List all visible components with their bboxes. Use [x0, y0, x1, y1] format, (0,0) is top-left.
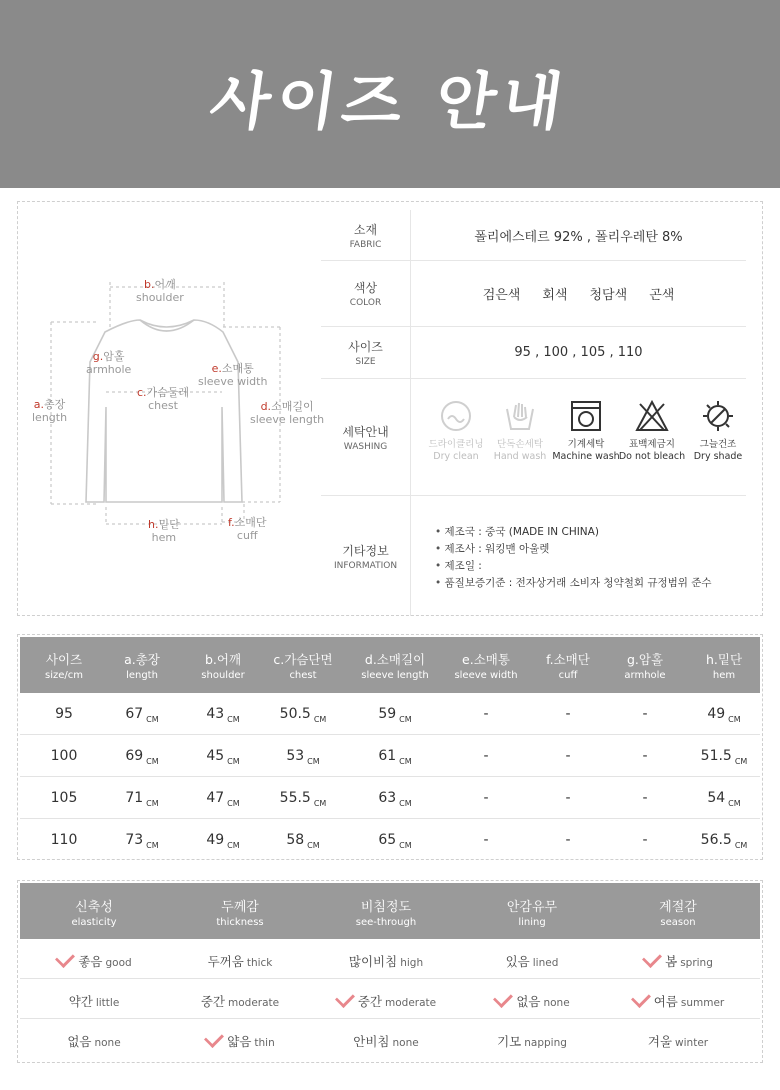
check-icon	[631, 988, 651, 1008]
table-cell: 73 $_{CM}$	[125, 832, 159, 850]
size-table-header	[20, 637, 760, 693]
size-value: 95 , 100 , 105 , 110	[514, 345, 643, 360]
info-row-color: 색상 COLOR 검은색 회색 청담색 곤색	[321, 261, 746, 327]
table-cell: -	[642, 748, 648, 764]
table-row	[20, 693, 760, 735]
table-row	[20, 777, 760, 819]
table-row	[20, 1019, 760, 1059]
size-table-header-cell: g.암홀 armhole	[624, 652, 666, 681]
attribute-header-cell: 안감유무 lining	[506, 900, 558, 928]
attribute-header-cell: 비침정도 see-through	[355, 900, 417, 928]
check-icon	[493, 988, 513, 1008]
table-cell: 51.5 $_{CM}$	[700, 748, 748, 766]
unit-label: CM	[307, 841, 320, 850]
unit-label: CM	[728, 799, 741, 808]
attribute-option: 약간 little	[68, 994, 120, 1009]
attribute-option: 겨울 winter	[647, 1034, 709, 1049]
info-row-fabric: 소재 FABRIC 폴리에스테르 92% , 폴리우레탄 8%	[321, 210, 746, 261]
garment-diagram	[18, 202, 325, 615]
table-cell: 71 $_{CM}$	[125, 790, 159, 808]
table-cell: 47 $_{CM}$	[206, 790, 240, 808]
wash-item: 기계세탁 Machine wash	[551, 399, 621, 463]
page-title: 사이즈 안내	[205, 65, 573, 138]
label-armhole: g.암홀 armhole	[86, 350, 132, 376]
product-info-box	[17, 201, 763, 616]
machine-wash-icon	[569, 399, 603, 433]
no-bleach-icon	[635, 399, 669, 433]
attribute-option: 좋음 good	[22, 952, 166, 970]
table-cell: 69 $_{CM}$	[125, 748, 159, 766]
table-cell: 58 $_{CM}$	[286, 832, 320, 850]
unit-label: CM	[313, 715, 327, 724]
table-cell: 50.5 $_{CM}$	[279, 706, 327, 724]
label-shoulder: b.어깨 shoulder	[136, 278, 184, 304]
table-cell: 65 $_{CM}$	[378, 832, 412, 850]
attribute-option: 두꺼움 thick	[207, 954, 273, 969]
unit-label: CM	[313, 799, 327, 808]
attribute-header-cell: 계절감 season	[659, 900, 697, 928]
attribute-option: 기모 napping	[497, 1034, 567, 1049]
list-item: • 제조사 : 워킹맨 아울렛	[435, 541, 712, 558]
attribute-option: 중간 moderate	[314, 992, 458, 1010]
size-table-header-cell: e.소매통 sleeve width	[454, 652, 518, 681]
table-cell: -	[565, 748, 571, 764]
label-sleeve-length: d.소매길이 sleeve length	[250, 400, 325, 426]
table-cell: 105	[50, 790, 78, 806]
table-cell: -	[565, 790, 571, 806]
attribute-option: 봄 spring	[606, 952, 750, 970]
color-values	[411, 261, 746, 326]
label-chest: c.가슴둘레 chest	[137, 386, 190, 412]
table-cell: -	[642, 706, 648, 722]
info-row-washing: 세탁안내 WASHING 드라이클리닝 Dry clean 단독손세탁 Hand wash 기계세탁 Machine wash 표백제금지 Do not bleach 그늘건조 Dry shade	[321, 379, 746, 496]
attribute-table	[17, 880, 763, 1063]
size-table-header-cell: d.소매길이 sleeve length	[361, 652, 429, 681]
wash-item: 드라이클리닝 Dry clean	[421, 399, 491, 463]
table-cell: 56.5 $_{CM}$	[700, 832, 748, 850]
attribute-header-cell: 두께감 thickness	[216, 900, 264, 928]
table-cell: 110	[50, 832, 78, 848]
unit-label: CM	[399, 757, 412, 766]
size-table	[17, 634, 763, 860]
label-cuff: f.소매단 cuff	[228, 516, 267, 542]
attribute-option: 안비침 none	[353, 1034, 419, 1049]
wash-item: 단독손세탁 Hand wash	[485, 399, 555, 463]
check-icon	[335, 988, 355, 1008]
unit-label: CM	[734, 841, 748, 850]
table-cell: 100	[50, 748, 78, 764]
table-cell: 55.5 $_{CM}$	[279, 790, 327, 808]
hand-wash-icon	[503, 399, 537, 433]
table-cell: 95	[55, 706, 73, 722]
check-icon	[55, 948, 75, 968]
info-row-etc: 기타정보 INFORMATION • 제조국 : 중국 (MADE IN CHINA) • 제조사 : 워킹맨 아울렛 • 제조일 : • 품질보증기준 : 전자상거래 소비자 청약철회 규정범위 준수	[321, 496, 746, 616]
list-item: • 품질보증기준 : 전자상거래 소비자 청약철회 규정범위 준수	[435, 575, 712, 592]
etc-info-list	[435, 524, 712, 592]
dry-clean-icon	[439, 399, 473, 433]
unit-label: CM	[227, 757, 240, 766]
table-cell: 59 $_{CM}$	[378, 706, 412, 724]
unit-label: CM	[227, 715, 240, 724]
unit-label: CM	[734, 757, 748, 766]
table-cell: 53 $_{CM}$	[286, 748, 320, 766]
label-sleeve-width: e.소매통 sleeve width	[198, 362, 268, 388]
check-icon	[642, 948, 662, 968]
color-option: 검은색	[482, 288, 521, 303]
color-option: 청담색	[589, 288, 628, 303]
title-banner	[0, 0, 780, 188]
table-row	[20, 979, 760, 1019]
size-table-header-cell: b.어깨 shoulder	[201, 652, 245, 681]
size-table-header-cell: a.총장 length	[124, 652, 160, 681]
unit-label: CM	[227, 841, 240, 850]
wash-item: 그늘건조 Dry shade	[683, 399, 753, 463]
wash-item: 표백제금지 Do not bleach	[617, 399, 687, 463]
size-table-header-cell: h.밑단 hem	[705, 652, 743, 681]
attribute-header-cell: 신축성 elasticity	[71, 900, 117, 928]
table-cell: 67 $_{CM}$	[125, 706, 159, 724]
color-option: 회색	[542, 288, 568, 303]
dry-shade-icon	[701, 399, 735, 433]
table-row	[20, 939, 760, 979]
check-icon	[204, 1028, 224, 1048]
table-cell: 49 $_{CM}$	[206, 832, 240, 850]
unit-label: CM	[146, 757, 159, 766]
info-row-size: 사이즈 SIZE 95 , 100 , 105 , 110	[321, 327, 746, 379]
table-cell: 45 $_{CM}$	[206, 748, 240, 766]
table-cell: -	[642, 790, 648, 806]
table-cell: -	[565, 706, 571, 722]
label-hem: h.밑단 hem	[148, 518, 180, 544]
unit-label: CM	[728, 715, 741, 724]
unit-label: CM	[146, 841, 159, 850]
unit-label: CM	[307, 757, 320, 766]
list-item: • 제조국 : 중국 (MADE IN CHINA)	[435, 524, 712, 541]
size-table-header-cell: f.소매단 cuff	[546, 652, 590, 681]
color-option: 곤색	[649, 288, 675, 303]
table-cell: 61 $_{CM}$	[378, 748, 412, 766]
attribute-option: 없음 none	[67, 1034, 121, 1049]
size-table-header-cell: c.가슴단면 chest	[273, 652, 333, 681]
attribute-option: 많이비침 high	[348, 954, 424, 969]
attribute-option: 있음 lined	[505, 954, 559, 969]
attribute-option: 여름 summer	[606, 992, 750, 1010]
table-cell: -	[642, 832, 648, 848]
attribute-option: 얇음 thin	[168, 1032, 312, 1050]
table-cell: 49 $_{CM}$	[707, 706, 741, 724]
unit-label: CM	[399, 841, 412, 850]
fabric-value: 폴리에스테르 92% , 폴리우레탄 8%	[474, 229, 683, 245]
list-item: • 제조일 :	[435, 558, 712, 575]
unit-label: CM	[227, 799, 240, 808]
table-cell: -	[483, 790, 489, 806]
attribute-option: 없음 none	[460, 992, 604, 1010]
table-row	[20, 819, 760, 861]
table-cell: -	[565, 832, 571, 848]
label-length: a.총장 length	[32, 398, 68, 424]
table-row	[20, 735, 760, 777]
unit-label: CM	[399, 715, 412, 724]
table-cell: -	[483, 832, 489, 848]
attribute-table-header	[20, 883, 760, 939]
size-table-header-cell: 사이즈 size/cm	[45, 652, 83, 681]
table-cell: 43 $_{CM}$	[206, 706, 240, 724]
unit-label: CM	[146, 715, 159, 724]
table-cell: -	[483, 706, 489, 722]
attribute-option: 중간 moderate	[200, 994, 280, 1009]
table-cell: -	[483, 748, 489, 764]
unit-label: CM	[146, 799, 159, 808]
table-cell: 63 $_{CM}$	[378, 790, 412, 808]
unit-label: CM	[399, 799, 412, 808]
table-cell: 54 $_{CM}$	[707, 790, 741, 808]
washing-icons	[421, 379, 746, 495]
